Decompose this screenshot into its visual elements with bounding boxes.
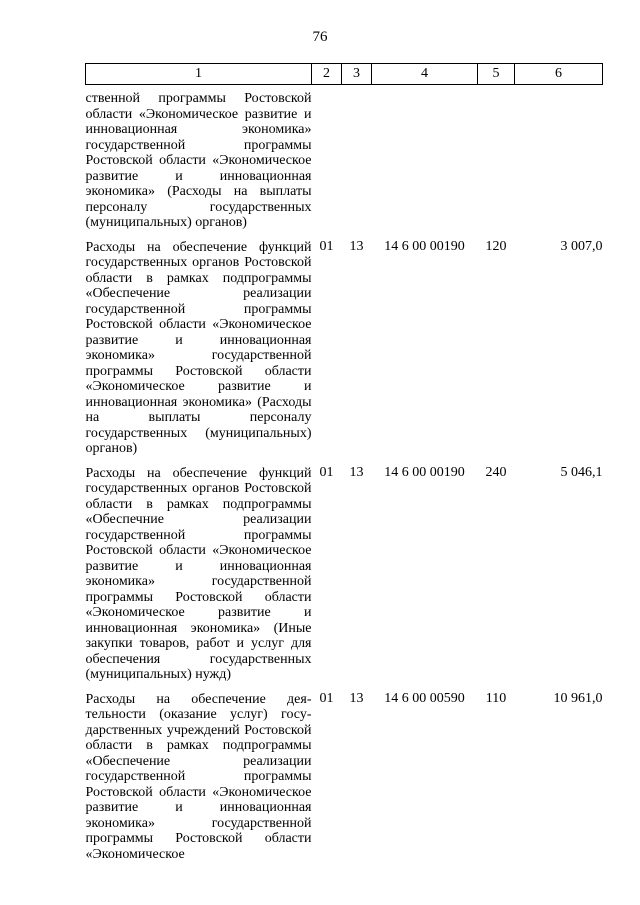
row-amount: 5 046,1 [560,464,603,480]
row-amount: 3 007,0 [560,238,603,254]
row-target: 14 6 00 00590 [384,690,465,706]
row-amount [515,85,603,231]
row-expense-type: 120 [485,238,507,254]
row-section: 01 [319,238,334,254]
table-row [86,457,603,683]
table-row [86,231,603,457]
row-expense-type: 110 [485,690,507,706]
row-section: 01 [319,690,334,706]
page-number: 76 [312,29,328,45]
row-subsection [342,85,372,231]
row-subsection: 13 [349,690,364,706]
row-section [312,85,342,231]
row-target: 14 6 00 00190 [384,464,465,480]
row-expense-type: 240 [485,464,507,480]
row-target [372,85,478,231]
row-description: Расходы на обеспечение функций государственных органов Ростовской области в рамках подпрограммы «Обеспечние реализации государственной программы Ростовской области «Экономическое развитие и инновационная экономика» государственной программы Ростовской области «Экономическое развитие и инновационная экономика» (Иные закупки товаров, работ и услуг для обеспечения государственных (муниципальных) нужд) [85,465,312,682]
row-description: ственной программы Ростовской области «Экономическое развитие и инновационная экономика» государственной программы Ростовской области «Экономическое развитие и инновационная экономика» (Расходы на выплаты персоналу государственных (муниципальных) органов) [85,91,312,230]
row-subsection: 13 [349,464,364,480]
row-description: Расходы на обеспечение деятельности (оказание услуг) государственных учреждений Ростовской области в рамках подпрограммы «Обеспечение реализации государственной программы Ростовской области «Экономическое развитие и инновационная экономика» государственной программы Ростовской области «Экономическое [85,691,312,862]
table-header-row [86,64,603,85]
column-header-description: 1 [86,64,312,85]
row-description: Расходы на обеспечение функций государственных органов Ростовской области в рамках подпрограммы «Обеспечение реализации государственной программы Ростовской области «Экономическое развитие и инновационная экономика» государственной программы Ростовской области «Экономическое развитие и инновационная экономика» (Расходы на выплаты персоналу государственных (муниципальных) органов) [85,239,312,456]
budget-table [85,63,603,862]
column-header-target: 4 [372,64,478,85]
row-expense-type [478,85,515,231]
row-target: 14 6 00 00190 [384,238,465,254]
column-header-subsection: 3 [342,64,372,85]
column-header-amount: 6 [515,64,603,85]
row-amount: 10 961,0 [553,690,603,706]
table-row [86,85,603,231]
column-header-section: 2 [312,64,342,85]
row-section: 01 [319,464,334,480]
column-header-expense-type: 5 [478,64,515,85]
table-row [86,683,603,863]
row-subsection: 13 [349,238,364,254]
